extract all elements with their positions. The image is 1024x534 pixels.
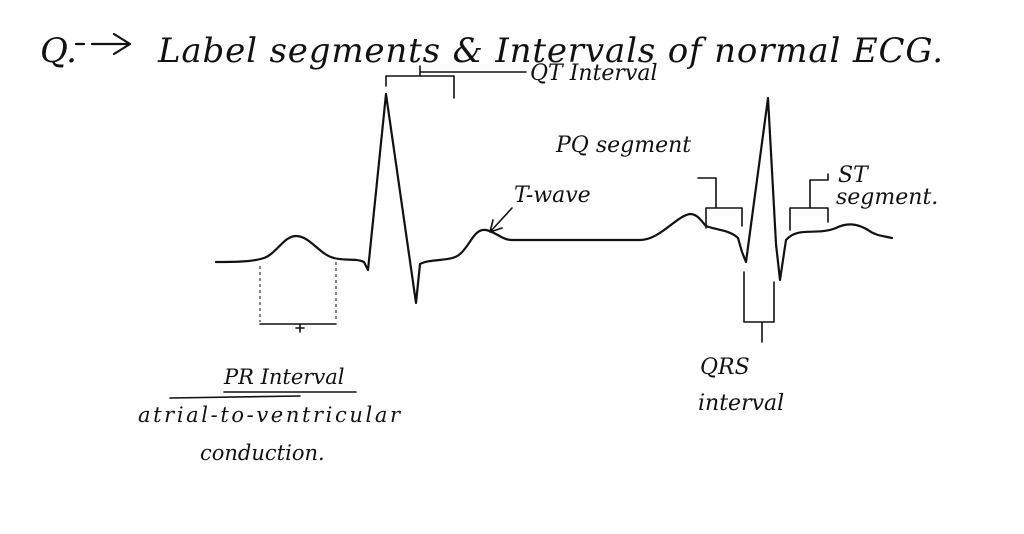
pq-segment-bracket	[698, 178, 742, 228]
st-segment-label-2: segment.	[836, 185, 939, 210]
question-marker: Q.	[40, 31, 77, 71]
pr-interval-label: PR Interval	[224, 365, 345, 389]
pr-interval-bracket	[260, 324, 336, 332]
qrs-label-1: QRS	[700, 355, 750, 380]
st-segment-label-1: ST	[838, 163, 868, 188]
t-wave-label: T-wave	[514, 183, 591, 208]
pr-interval-underline	[170, 392, 356, 398]
qt-interval-label: QT Interval	[530, 61, 658, 86]
t-wave-arrow	[490, 208, 512, 232]
pq-segment-label: PQ segment	[556, 133, 692, 158]
pr-note-line-2: conduction.	[200, 441, 325, 465]
arrow-right-icon	[76, 34, 130, 54]
qrs-label-2: interval	[698, 391, 785, 416]
qrs-interval-bracket	[744, 272, 774, 342]
st-segment-bracket	[790, 174, 828, 230]
pr-note-line-1: atrial-to-ventricular	[138, 403, 400, 427]
question-text: Label segments & Intervals of normal ECG.	[158, 31, 943, 71]
